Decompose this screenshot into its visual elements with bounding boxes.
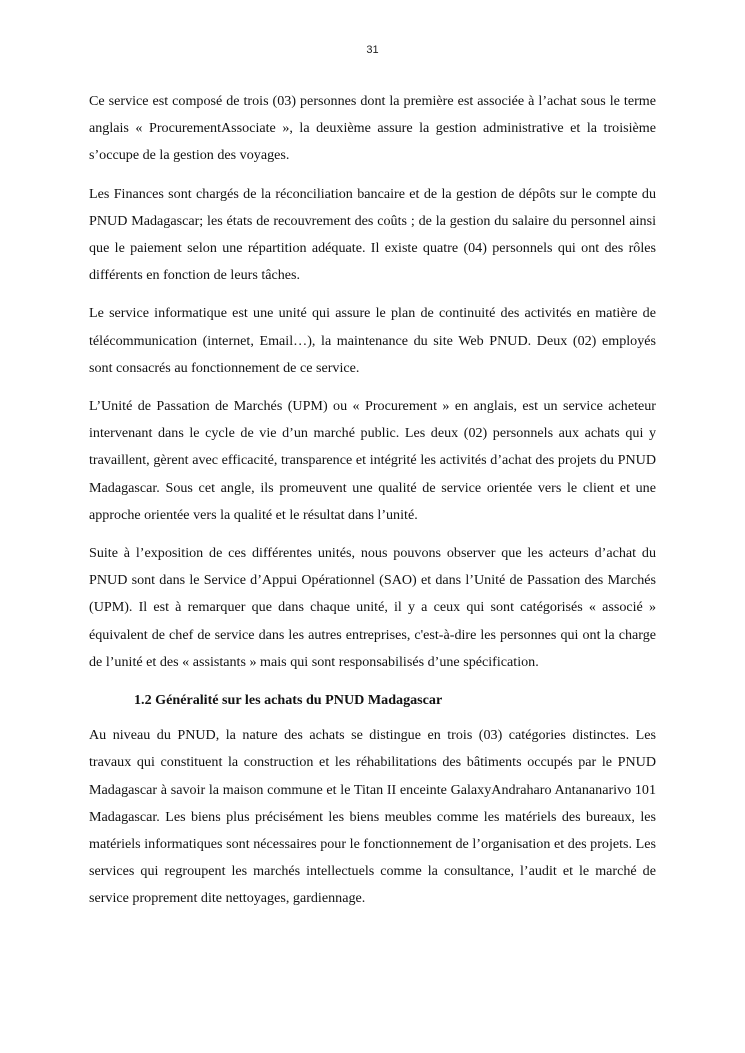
paragraph-it-service: Le service informatique est une unité qui assure le plan de continuité des activités en matière de télécommunication (internet, Email…), la maintenance du site Web PNUD. Deux (02) employés sont consacrés au fonctionnement de ce service. <box>89 305 656 376</box>
section-heading: 1.2 Généralité sur les achats du PNUD Madagascar <box>134 692 443 709</box>
paragraph-finances: Les Finances sont chargés de la réconciliation bancaire et de la gestion de dépôts sur le compte du PNUD Madagascar; les états de recouvrement des coûts ; de la gestion du salaire du personnel ainsi que le paiement selon une répartition adéquate. Il existe quatre (04) personnels qui ont des rôles différents en fonction de leurs tâches. <box>89 185 656 284</box>
paragraph-upm: L’Unité de Passation de Marchés (UPM) ou « Procurement » en anglais, est un service acheteur intervenant dans le cycle de vie d’un marché public. Les deux (02) personnels aux achats qui y travaillent, gèrent avec efficacité, transparence et intégrité les activités d’achat des projets du PNUD Madagascar. Sous cet angle, ils promeuvent une qualité de service orientée vers le client et une approche orientée vers la qualité et le résultat dans l’unité. <box>89 398 656 523</box>
paragraph-sao-service: Ce service est composé de trois (03) personnes dont la première est associée à l’achat sous le terme anglais « ProcurementAssociate », la deuxième assure la gestion administrative et la troisième s’occupe de la gestion des voyages. <box>89 93 656 164</box>
paragraph-purchase-categories: Au niveau du PNUD, la nature des achats se distingue en trois (03) catégories distinctes. Les travaux qui constituent la construction et les réhabilitations des bâtiments occupés par le PNUD Madagascar à savoir la maison commune et le Titan II enceinte GalaxyAndraharo Antananarivo 101 Madagascar. Les biens plus précisément les biens meubles comme les matériels des bureaux, les matériels informatiques sont nécessaires pour le fonctionnement de l’organisation et des projets. Les services qui regroupent les marchés intellectuels comme la consultance, l’audit et le marché de service proprement dite nettoyages, gardiennage. <box>89 727 656 907</box>
document-body <box>89 88 656 924</box>
paragraph-summary-units: Suite à l’exposition de ces différentes unités, nous pouvons observer que les acteurs d’achat du PNUD sont dans le Service d’Appui Opérationnel (SAO) et dans l’Unité de Passation des Marchés (UPM). Il est à remarquer que dans chaque unité, il y a ceux qui sont catégorisés « associé » équivalent de chef de service dans les autres entreprises, c'est-à-dire les personnes qui ont la charge de l’unité et des « assistants » mais qui sont responsabilisés d’une spécification. <box>89 545 656 670</box>
page-number: 31 <box>366 44 379 56</box>
